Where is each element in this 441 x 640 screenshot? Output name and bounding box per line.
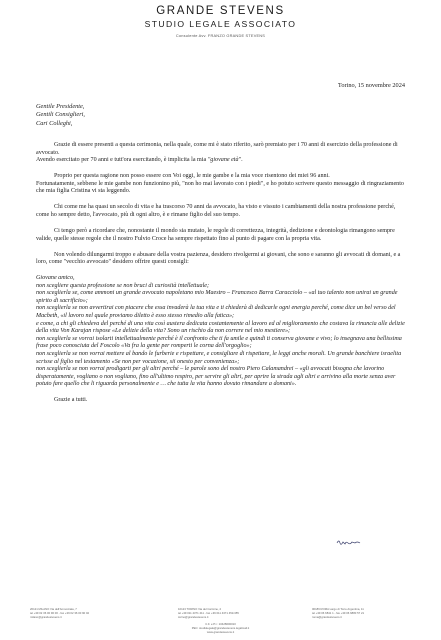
paragraph-text: Fortunatamente, sebbene le mie gambe non funzionino più, "non ho mai lavorato con i piedi", e ho potuto scrivere questo messaggio di ringraziamento che mia figlia Cristina vi sta leggendo. — [36, 180, 404, 195]
body-paragraph: Chi come me ha quasi un secolo di vita e ha trascorso 70 anni da avvocato, ha visto e vissuto i cambiamenti della nostra professione perché, come ho sempre detto, l'avvocato, più di ogni altro, è e rimane figlio del suo tempo. — [36, 204, 396, 218]
salutation-line: Gentili Consiglieri, — [36, 111, 85, 119]
footer-line: PEC: studiolegale@grandestevens.legalmail.it — [191, 625, 250, 630]
firm-subtitle: STUDIO LEGALE ASSOCIATO — [144, 19, 297, 29]
handwritten-signature — [336, 538, 362, 546]
footer-line: 10123 TORINO Via del Carmine, 2 — [178, 607, 222, 611]
body-paragraph: Ci tengo però a ricordare che, nonostante il mondo sia mutato, le regole di correttezza, integrità, dedizione e deontologia rimangono sempre valide, quelle stesse regole che il nostro Fulvio Croce ha sempre rispettato fino al punto di pagare con la propria vita. — [36, 227, 395, 242]
footer-line: tel +39 011 4371 411 - fax +39 011 4371 451/455 — [178, 610, 239, 615]
footer-line: roma@grandestevens.it — [312, 614, 342, 619]
advice-item: e come, a chi gli chiedeva del perché di una vita così austera dedicata costantemente al lavoro ed al miglioramento che costava la rinuncia alle delizie della vita Von Karajan rispose «Le delizie della vita? Sono un rischio da non correre nel mio mestiere»; — [36, 320, 405, 335]
quoted-phrase: "giovane età" — [207, 157, 242, 164]
advice-item: non sceglierla se, come ammoni un grande avvocato napoletano mio Maestro – Francesco Barra Caracciolo – «al tuo talento non unirai un grande spirito di sacrificio»; — [36, 290, 398, 304]
paragraph-text: Avendo esercitato per 70 anni e tutt'ora esercitando, è implicita la mia — [36, 157, 208, 164]
salutation-line: Cari Colleghi, — [36, 119, 73, 127]
advice-item: non sceglierla se vorrai isolarti intellettualmente perché è il confronto che ti fa umile e quindi ti conserva giovane e vivo; lo insegnava una bellissima frase poco conosciuta del Foscolo «Va fra la gente per romperti le corna dell'orgoglio»; — [36, 335, 402, 350]
paragraph-text: . — [241, 157, 243, 164]
footer-line: torino@grandestevens.it — [178, 614, 209, 619]
footer-line: tel +39 06 6841 1 - fax +39 06 6880 57 21 — [312, 610, 365, 615]
body-paragraph: Non volendo dilungarmi troppo e abusare della vostra pazienza, desidero rivolgermi ai giovani, che sono e saranno gli avvocati di domani, e a loro, come "vecchio avvocato" desidero offrire questi consigli: — [36, 251, 401, 266]
footer-line: 20121 MILANO Via dell'Annunciata, 7 — [30, 607, 77, 611]
body-paragraph — [36, 173, 406, 196]
footer-rome-office — [312, 608, 430, 619]
paragraph-text: Proprio per questa ragione non posso essere con Voi oggi, le mie gambe e la mia voce risentono dei miei 96 anni. — [54, 173, 330, 180]
footer-line: www.grandestevens.it — [206, 629, 235, 634]
salutation-line: Gentile Presidente, — [36, 103, 85, 110]
firm-name: GRANDE STEVENS — [156, 5, 285, 17]
body-paragraph — [36, 142, 406, 165]
footer-line: C.F. e P.I.: 10428000010 — [205, 622, 236, 626]
advice-item: non sceglierla se non avvertirai con piacere che essa invaderà la tua vita e ti chiederà di dedicarle ogni energia perché, come dice un bel verso del Macbeth, «il lavoro nel quale proviamo diletto è esso stesso rimedio alla fatica»; — [36, 305, 396, 320]
footer-line: 00186 ROMA Largo di Torre Argentina, 11 — [312, 607, 364, 611]
closing-line: Grazie a tutti. — [54, 397, 88, 404]
advice-item: non sceglierla se non vorrai mettere al bando le furberie e rispettare, e consigliare di rispettare, le leggi anche morali. Un grande banchiere israelita scrisse al figlio nel testamento «Se non per vocazione, sii onesto per convenienza»; — [36, 351, 402, 365]
footer-registration — [0, 623, 441, 634]
salutation — [36, 103, 85, 128]
footer-turin-office — [178, 608, 296, 619]
letter-body — [36, 142, 406, 413]
consultant-line: Consulente Avv. FRANZO GRANDE STEVENS — [175, 33, 266, 38]
advice-item: Giovane amico, — [36, 275, 75, 282]
paragraph-text: Grazie di essere presenti a questa cerimonia, nella quale, come mi è stato riferito, sarò premiato per i 70 anni di esercizio della professione di avvocato. — [36, 142, 398, 156]
letterhead — [0, 4, 441, 39]
footer-milan-office — [30, 608, 148, 619]
advice-list — [36, 275, 406, 389]
advice-item: non scegliere questa professione se non bruci di curiosità intellettuale; — [36, 282, 210, 289]
letter-date: Torino, 15 novembre 2024 — [337, 82, 405, 89]
footer-line: tel +39 02 36 00 90 00 - fax +39 02 36 00 90 02 — [30, 610, 90, 615]
footer-line: milano@grandestevens.it — [30, 614, 62, 619]
advice-item: non sceglierla se non vorrai prodigarti per gli altri perché – le parole sono del nostro Piero Calamandrei – «gli avvocati bisogna che lavorino disperatamente, vogliano o non vogliano, fino all'ultimo respiro, per servire gli altri, per aprire la strada agli altri e arrivino alla morte senza aver potuto fare quello che li riguarda personalmente e … che tutta la vita hanno dovuto rimandare a domani». — [36, 366, 396, 388]
